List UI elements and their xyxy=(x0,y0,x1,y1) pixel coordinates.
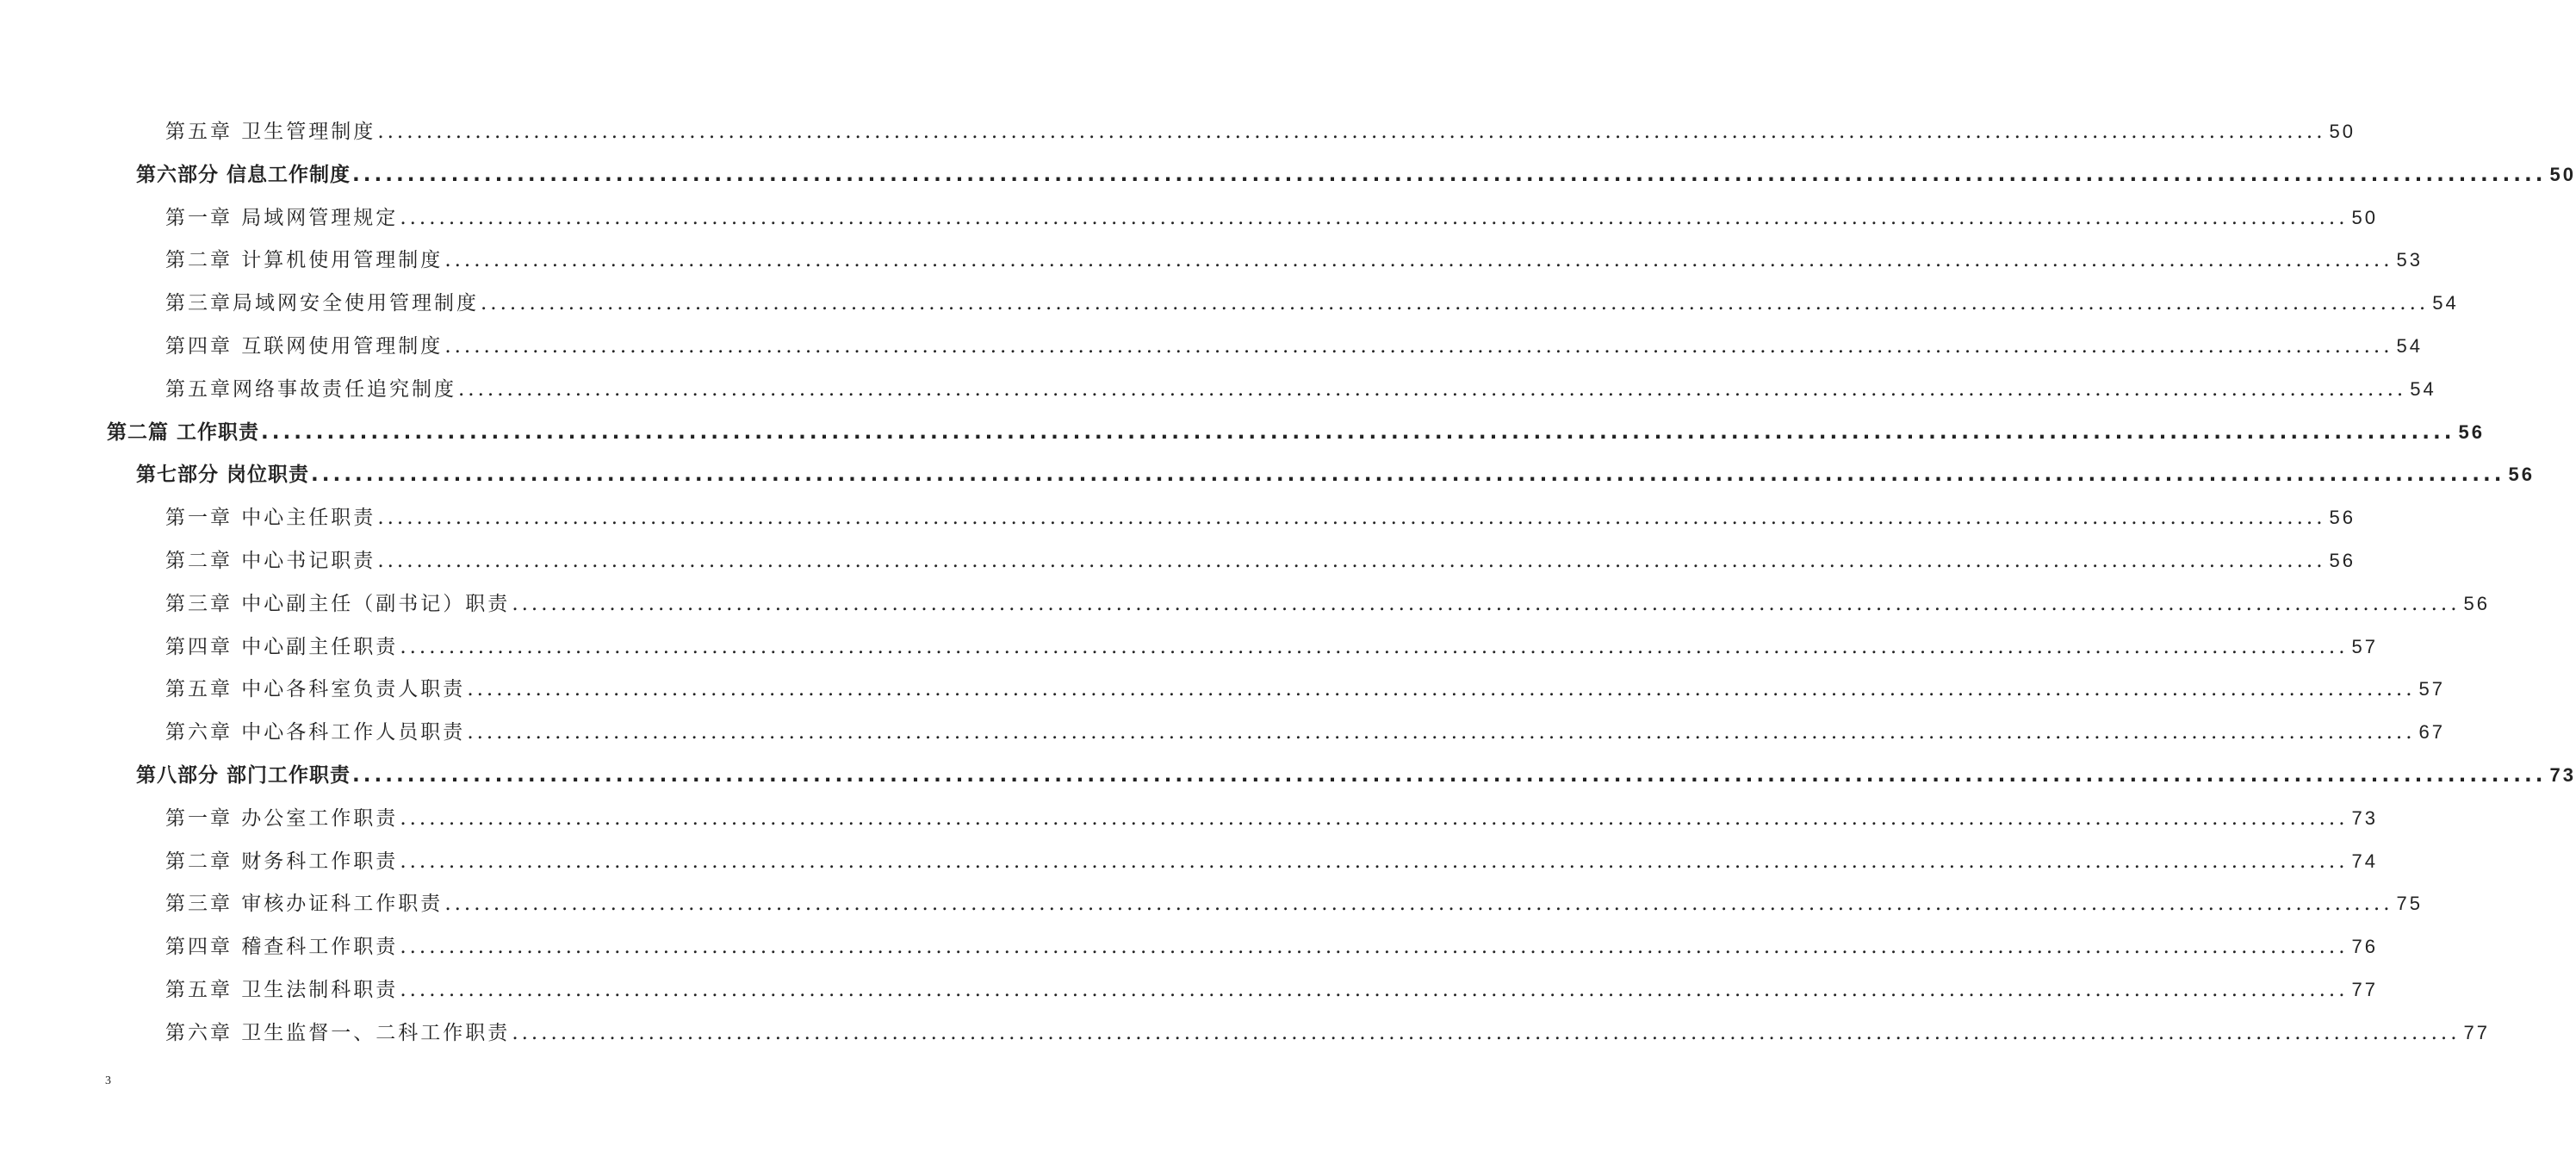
toc-entry-page-number: 53 xyxy=(2393,239,2423,282)
dot-leader: ........................................................................................................................................................................................................ xyxy=(261,420,2455,444)
toc-entry-page-number: 73 xyxy=(2349,797,2378,840)
toc-entry-title: 第四章 互联网使用管理制度 xyxy=(165,326,443,369)
toc-entry-title: 第一章 中心主任职责 xyxy=(165,497,376,540)
toc-entry-page-number: 77 xyxy=(2349,968,2378,1012)
toc-entry-title: 第五章 卫生管理制度 xyxy=(165,111,376,154)
toc-entry-title: 第二章 中心书记职责 xyxy=(165,540,376,583)
dot-leader: ........................................................................................................................................................................................................ xyxy=(311,464,2505,487)
toc-entry-title: 第二章 财务科工作职责 xyxy=(165,841,398,884)
toc-entry-chapter[interactable] xyxy=(0,711,2446,754)
toc-entry-page-number: 74 xyxy=(2349,840,2378,883)
toc-entry-chapter[interactable] xyxy=(0,496,2356,539)
toc-entry-page-number: 56 xyxy=(2461,582,2490,626)
dot-leader: ........................................................................................................................................................................................................ xyxy=(377,121,2326,143)
toc-entry-chapter[interactable] xyxy=(0,539,2356,582)
toc-entry-title: 第一章 办公室工作职责 xyxy=(165,798,398,841)
toc-entry-volume[interactable] xyxy=(0,411,2485,454)
toc-entry-title: 第四章 中心副主任职责 xyxy=(165,626,398,669)
dot-leader: ........................................................................................................................................................................................................ xyxy=(400,936,2349,959)
toc-entry-page-number: 56 xyxy=(2455,411,2484,454)
toc-entry-page-number: 76 xyxy=(2349,925,2378,968)
toc-entry-page-number: 57 xyxy=(2416,668,2445,711)
toc-entry-chapter[interactable] xyxy=(0,196,2379,240)
dot-leader: ........................................................................................................................................................................................................ xyxy=(512,1021,2461,1044)
toc-entry-title: 第三章 中心副主任（副书记）职责 xyxy=(165,583,510,626)
dot-leader: ........................................................................................................................................................................................................ xyxy=(512,592,2461,615)
dot-leader: ........................................................................................................................................................................................................ xyxy=(400,206,2349,229)
toc-entry-title: 第四章 稽查科工作职责 xyxy=(165,926,398,969)
dot-leader: ........................................................................................................................................................................................................ xyxy=(458,377,2407,401)
toc-entry-title: 第七部分 岗位职责 xyxy=(136,454,309,497)
toc-entry-title: 第六章 中心各科工作人员职责 xyxy=(165,712,465,755)
toc-entry-part[interactable] xyxy=(0,453,2535,496)
toc-entry-page-number: 57 xyxy=(2349,626,2378,669)
toc-entry-chapter[interactable] xyxy=(0,110,2356,153)
toc-entry-page-number: 73 xyxy=(2546,754,2575,797)
toc-entry-title: 第二章 计算机使用管理制度 xyxy=(165,240,443,283)
dot-leader: ........................................................................................................................................................................................................ xyxy=(467,721,2416,744)
toc-entry-chapter[interactable] xyxy=(0,925,2379,968)
toc-entry-page-number: 75 xyxy=(2393,882,2423,925)
toc-entry-chapter[interactable] xyxy=(0,626,2379,669)
toc-entry-title: 第六章 卫生监督一、二科工作职责 xyxy=(165,1012,510,1055)
dot-leader: ........................................................................................................................................................................................................ xyxy=(400,806,2349,830)
dot-leader: ........................................................................................................................................................................................................ xyxy=(467,678,2416,701)
toc-entry-page-number: 54 xyxy=(2429,282,2458,325)
dot-leader: ........................................................................................................................................................................................................ xyxy=(377,507,2326,530)
toc-entry-page-number: 56 xyxy=(2326,539,2356,582)
toc-entry-chapter[interactable] xyxy=(0,840,2379,883)
toc-entry-title: 第三章局域网安全使用管理制度 xyxy=(165,283,479,326)
page-number-footer: 3 xyxy=(105,1074,111,1087)
toc-entry-title: 第五章 卫生法制科职责 xyxy=(165,969,398,1012)
toc-entry-page-number: 54 xyxy=(2393,325,2423,368)
toc-entry-chapter[interactable] xyxy=(0,325,2424,368)
toc-entry-page-number: 50 xyxy=(2349,196,2378,240)
toc-entry-chapter[interactable] xyxy=(0,968,2379,1012)
toc-entry-chapter[interactable] xyxy=(0,282,2459,325)
dot-leader: ........................................................................................................................................................................................................ xyxy=(400,850,2349,873)
dot-leader: ........................................................................................................................................................................................................ xyxy=(444,334,2393,358)
dot-leader: ........................................................................................................................................................................................................ xyxy=(400,978,2349,1001)
toc-entry-chapter[interactable] xyxy=(0,797,2379,840)
toc-entry-title: 第一章 局域网管理规定 xyxy=(165,197,398,240)
toc-entry-chapter[interactable] xyxy=(0,1012,2491,1055)
dot-leader: ........................................................................................................................................................................................................ xyxy=(444,893,2393,916)
toc-entry-chapter[interactable] xyxy=(0,582,2491,626)
toc-entry-page-number: 56 xyxy=(2326,496,2356,539)
toc-entry-title: 第五章 中心各科室负责人职责 xyxy=(165,669,465,712)
toc-entry-page-number: 56 xyxy=(2505,453,2534,496)
toc-entry-title: 第五章网络事故责任追究制度 xyxy=(165,369,456,412)
toc-entry-title: 第三章 审核办证科工作职责 xyxy=(165,883,443,926)
toc-entry-title: 第六部分 信息工作制度 xyxy=(136,154,351,197)
toc-entry-chapter[interactable] xyxy=(0,239,2424,282)
dot-leader: ........................................................................................................................................................................................................ xyxy=(352,163,2547,186)
toc-entry-page-number: 50 xyxy=(2326,110,2356,153)
dot-leader: ........................................................................................................................................................................................................ xyxy=(377,549,2326,572)
toc-entry-page-number: 67 xyxy=(2416,711,2445,754)
toc-entry-part[interactable] xyxy=(0,754,2576,797)
table-of-contents xyxy=(0,110,2576,1055)
toc-entry-chapter[interactable] xyxy=(0,668,2446,711)
dot-leader: ........................................................................................................................................................................................................ xyxy=(400,635,2349,658)
dot-leader: ........................................................................................................................................................................................................ xyxy=(481,292,2430,315)
toc-entry-title: 第二篇 工作职责 xyxy=(107,412,259,455)
dot-leader: ........................................................................................................................................................................................................ xyxy=(352,763,2547,787)
toc-entry-chapter[interactable] xyxy=(0,368,2436,411)
toc-entry-chapter[interactable] xyxy=(0,882,2424,925)
toc-entry-page-number: 77 xyxy=(2461,1012,2490,1055)
toc-entry-page-number: 54 xyxy=(2406,368,2436,411)
toc-entry-page-number: 50 xyxy=(2546,153,2575,196)
toc-entry-part[interactable] xyxy=(0,153,2576,196)
dot-leader: ........................................................................................................................................................................................................ xyxy=(444,249,2393,272)
toc-entry-title: 第八部分 部门工作职责 xyxy=(136,755,351,798)
